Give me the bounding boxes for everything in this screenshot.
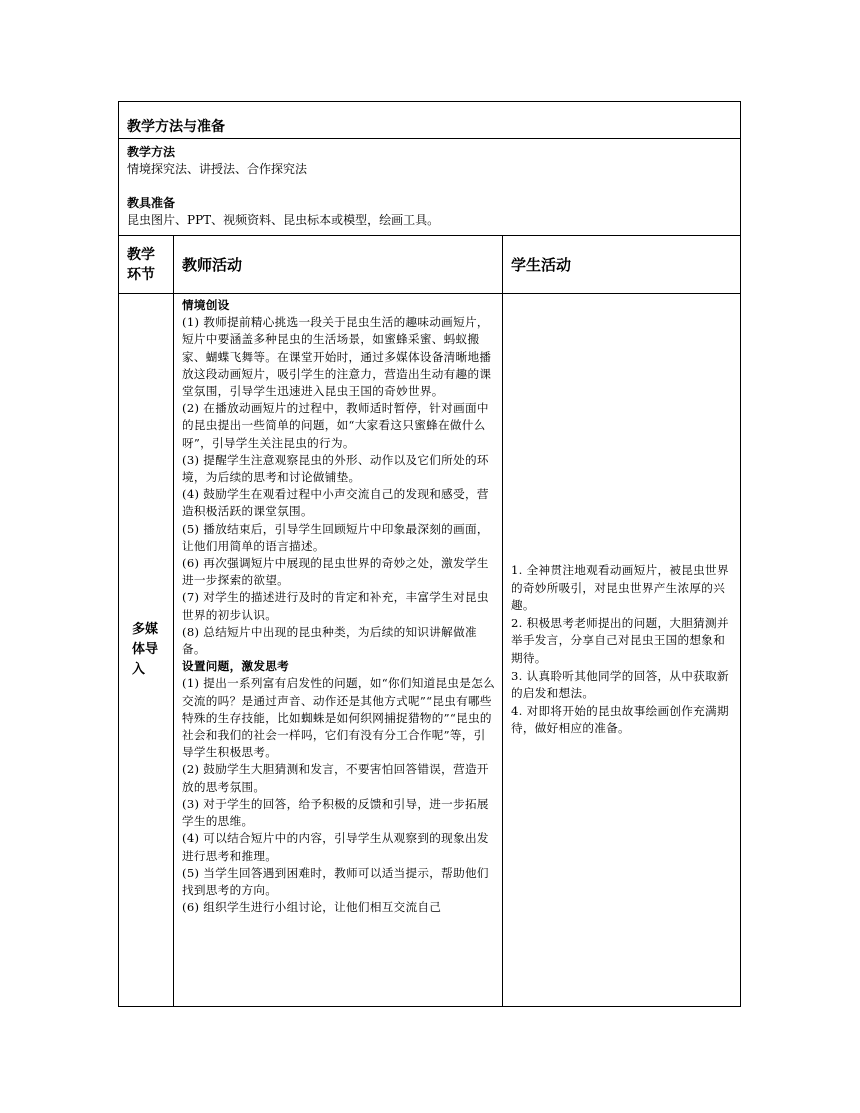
teacher-item: (6) 再次强调短片中展现的昆虫世界的奇妙之处，激发学生进一步探索的欲望。: [182, 556, 489, 588]
student-item: 1. 全神贯注地观看动画短片，被昆虫世界的奇妙所吸引，对昆虫世界产生浓厚的兴趣。: [511, 563, 729, 613]
teacher-item: (1) 提出一系列富有启发性的问题，如“你们知道昆虫是怎么交流的吗？是通过声音、动作还是其他方式呢”“昆虫有哪些特殊的生存技能，比如蜘蛛是如何织网捕捉猎物的”“昆虫的社会和我们的社会一样吗，它们有没有分工合作呢”等，引导学生积极思考。: [182, 676, 495, 760]
methods-text: 情境探究法、讲授法、合作探究法: [127, 162, 308, 176]
header-student: 学生活动: [511, 256, 572, 274]
tools-text: 昆虫图片、PPT、视频资料、昆虫标本或模型，绘画工具。: [127, 213, 440, 227]
student-activity-cell: [503, 294, 740, 1006]
section-title: 教学方法与准备: [119, 102, 740, 139]
stage-cell: [119, 294, 174, 1006]
teacher-item: (2) 鼓励学生大胆猜测和发言，不要害怕回答错误，营造开放的思考氛围。: [182, 762, 489, 794]
teacher-activity-cell: [174, 294, 503, 1006]
preparation-cell: [119, 139, 740, 236]
teacher-item: (3) 提醒学生注意观察昆虫的外形、动作以及它们所处的环境，为后续的思考和讨论做铺垫。: [182, 452, 489, 485]
header-stage: 教学环节: [119, 236, 174, 293]
teacher-item: (5) 当学生回答遇到困难时，教师可以适当提示，帮助他们找到思考的方向。: [182, 865, 489, 897]
student-list: [511, 562, 734, 738]
tools-label: 教具准备: [127, 196, 176, 210]
stage-name: 多媒体导入: [132, 622, 159, 677]
teacher-subheading: 设置问题，激发思考: [182, 659, 290, 674]
teacher-item: (8) 总结短片中出现的昆虫种类，为后续的知识讲解做准备。: [182, 624, 477, 657]
teacher-item: (2) 在播放动画短片的过程中，教师适时暂停，针对画面中的昆虫提出一些简单的问题，如“大家看这只蜜蜂在做什么呀”，引导学生关注昆虫的行为。: [182, 401, 489, 450]
lesson-plan-table: [118, 101, 741, 1007]
teacher-item: (3) 对于学生的回答，给予积极的反馈和引导，进一步拓展学生的思维。: [182, 796, 489, 829]
student-item: 3. 认真聆听其他同学的回答，从中获取新的启发和想法。: [511, 668, 729, 701]
teacher-item: (7) 对学生的描述进行及时的肯定和补充，丰富学生对昆虫世界的初步认识。: [182, 590, 489, 622]
table-row: [119, 294, 740, 1006]
methods-label: 教学方法: [127, 145, 176, 159]
teacher-item: (5) 播放结束后，引导学生回顾短片中印象最深刻的画面，让他们用简单的语言描述。: [182, 521, 489, 553]
teacher-subheading: 情境创设: [182, 298, 230, 312]
teacher-item: (4) 可以结合短片中的内容，引导学生从观察到的现象出发进行思考和推理。: [182, 831, 489, 863]
student-item: 4. 对即将开始的昆虫故事绘画创作充满期待，做好相应的准备。: [511, 703, 729, 736]
header-teacher: 教师活动: [174, 236, 503, 293]
table-header-row: [119, 236, 740, 294]
teacher-item: (1) 教师提前精心挑选一段关于昆虫生活的趣味动画短片，短片中要涵盖多种昆虫的生活场景，如蜜蜂采蜜、蚂蚁搬家、蝴蝶飞舞等。在课堂开始时，通过多媒体设备清晰地播放这段动画短片，吸引学生的注意力，营造出生动有趣的课堂氛围，引导学生迅速进入昆虫王国的奇妙世界。: [182, 315, 492, 399]
teacher-item: (6) 组织学生进行小组讨论，让他们相互交流自己: [182, 900, 442, 915]
teacher-item: (4) 鼓励学生在观看过程中小声交流自己的发现和感受，营造积极活跃的课堂氛围。: [182, 487, 489, 519]
student-item: 2. 积极思考老师提出的问题，大胆猜测并举手发言，分享自己对昆虫王国的想象和期待。: [511, 615, 729, 665]
